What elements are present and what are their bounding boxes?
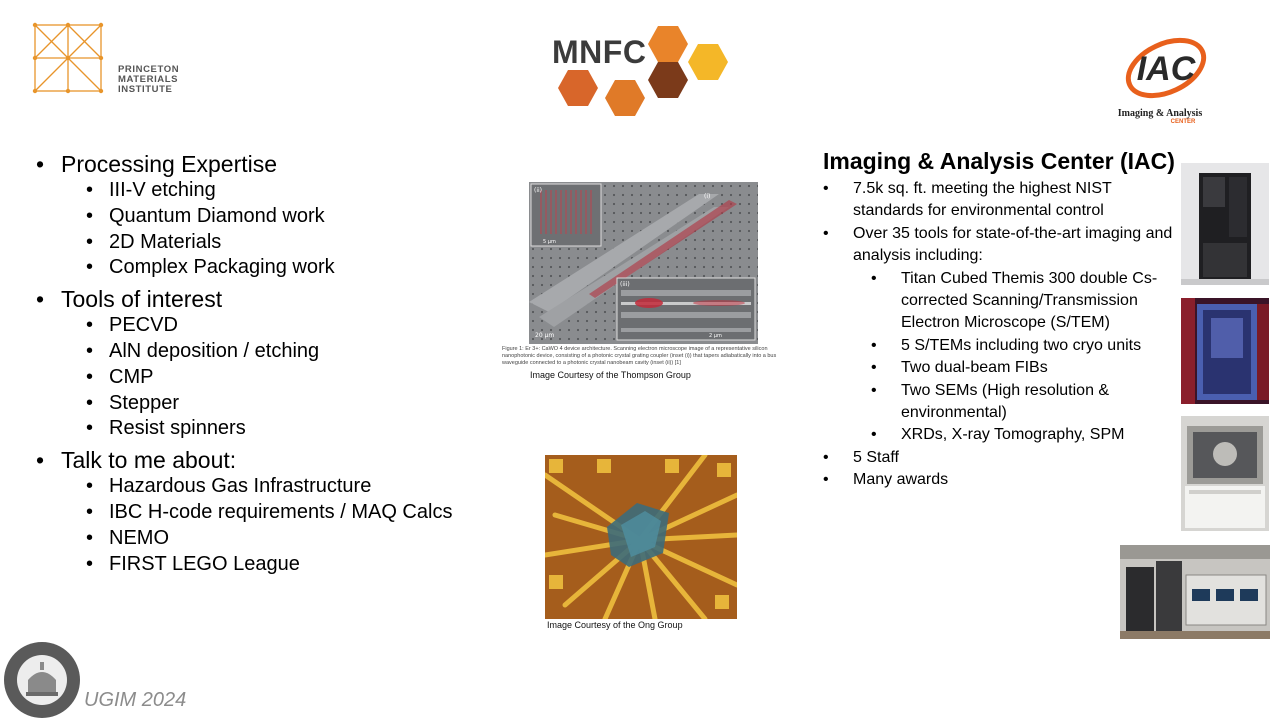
- iac-heading: Imaging & Analysis Center (IAC): [823, 148, 1175, 174]
- main-scale-bar: 20 μm: [535, 332, 555, 339]
- lab-room-photo: [1120, 545, 1270, 639]
- list-item: • Resist spinners: [36, 416, 506, 442]
- mnfc-logo: [550, 22, 735, 117]
- mnfc-wordmark: MNFC: [552, 34, 647, 70]
- list-item: • 7.5k sq. ft. meeting the highest NIST standards for environmental control: [823, 178, 1175, 223]
- gold-electrode-device-image: [545, 455, 737, 619]
- label-i: (i): [704, 193, 711, 200]
- list-item: • CMP: [36, 365, 506, 391]
- list-item: • Over 35 tools for state-of-the-art imaging and analysis including:: [823, 223, 1175, 268]
- list-item: • IBC H-code requirements / MAQ Calcs: [36, 500, 506, 526]
- electrode-graphic: [545, 455, 737, 619]
- list-item: • 2D Materials: [36, 230, 506, 256]
- pmi-line-3: INSTITUTE: [118, 84, 173, 95]
- figure-caption: Figure 1: Er 3+: CaWO 4 device architecture. Scanning electron microscope image of a representative silicon nanophotonic device, consisting of a photonic crystal grating coupler (inset (i)) that tapers adiabatically into a bus waveguide connected to a photonic crystal nanobeam cavity (inset (ii)) [1]: [502, 346, 777, 366]
- list-item: • PECVD: [36, 313, 506, 339]
- sub-list-item: • Two SEMs (High resolution & environmental): [823, 380, 1175, 425]
- pmi-line-2: MATERIALS: [118, 74, 179, 85]
- list-item: • FIRST LEGO League: [36, 552, 506, 578]
- princeton-materials-institute-logo: [32, 22, 192, 98]
- left-bullet-list: [36, 146, 506, 577]
- ong-group-credit: Image Courtesy of the Ong Group: [547, 620, 683, 630]
- sem-image-graphic: [529, 182, 758, 344]
- list-item: • Hazardous Gas Infrastructure: [36, 474, 506, 500]
- inset-label-iii: (iii): [620, 281, 630, 288]
- inset-scale-bar: 5 μm: [543, 239, 556, 245]
- list-item: • 5 Staff: [823, 447, 1175, 469]
- list-item: • Complex Packaging work: [36, 255, 506, 281]
- list-item: • Stepper: [36, 391, 506, 417]
- ugim-seal-logo: [2, 640, 82, 720]
- pmi-line-1: PRINCETON: [118, 64, 180, 75]
- sem-photonic-device-image: [529, 182, 758, 344]
- section-processing-expertise: • Processing Expertise: [36, 150, 506, 178]
- footer-label: UGIM 2024: [84, 689, 187, 711]
- list-item: • NEMO: [36, 526, 506, 552]
- list-item: • Quantum Diamond work: [36, 204, 506, 230]
- pmi-lattice-icon: [32, 22, 104, 94]
- iac-logo-line-2: CENTER: [1170, 119, 1196, 125]
- inset-label-ii: (ii): [534, 187, 543, 194]
- iac-bullet-list: [823, 178, 1175, 492]
- microscope-photo-3: [1181, 416, 1269, 531]
- seal-icon: [2, 640, 82, 720]
- microscope-photo-2: [1181, 298, 1269, 404]
- section-talk-to-me-about: • Talk to me about:: [36, 446, 506, 474]
- inset-scale-bar-2: 2 μm: [709, 333, 722, 339]
- list-item: • Many awards: [823, 469, 1175, 491]
- sub-list-item: • Two dual-beam FIBs: [823, 357, 1175, 379]
- thompson-group-credit: Image Courtesy of the Thompson Group: [530, 370, 691, 380]
- iac-logo-line-1: Imaging & Analysis: [1117, 108, 1203, 119]
- sub-list-item: • XRDs, X-ray Tomography, SPM: [823, 424, 1175, 446]
- sub-list-item: • Titan Cubed Themis 300 double Cs-corrected Scanning/Transmission Electron Microscope (S/TEM): [823, 268, 1175, 335]
- iac-swoosh-icon: [1108, 30, 1218, 125]
- section-tools-of-interest: • Tools of interest: [36, 285, 506, 313]
- list-item: • AlN deposition / etching: [36, 339, 506, 365]
- iac-logo: [1108, 30, 1218, 125]
- microscope-photo-1: [1181, 163, 1269, 285]
- sub-list-item: • 5 S/TEMs including two cryo units: [823, 335, 1175, 357]
- list-item: • III-V etching: [36, 178, 506, 204]
- iac-mark: IAC: [1136, 50, 1196, 88]
